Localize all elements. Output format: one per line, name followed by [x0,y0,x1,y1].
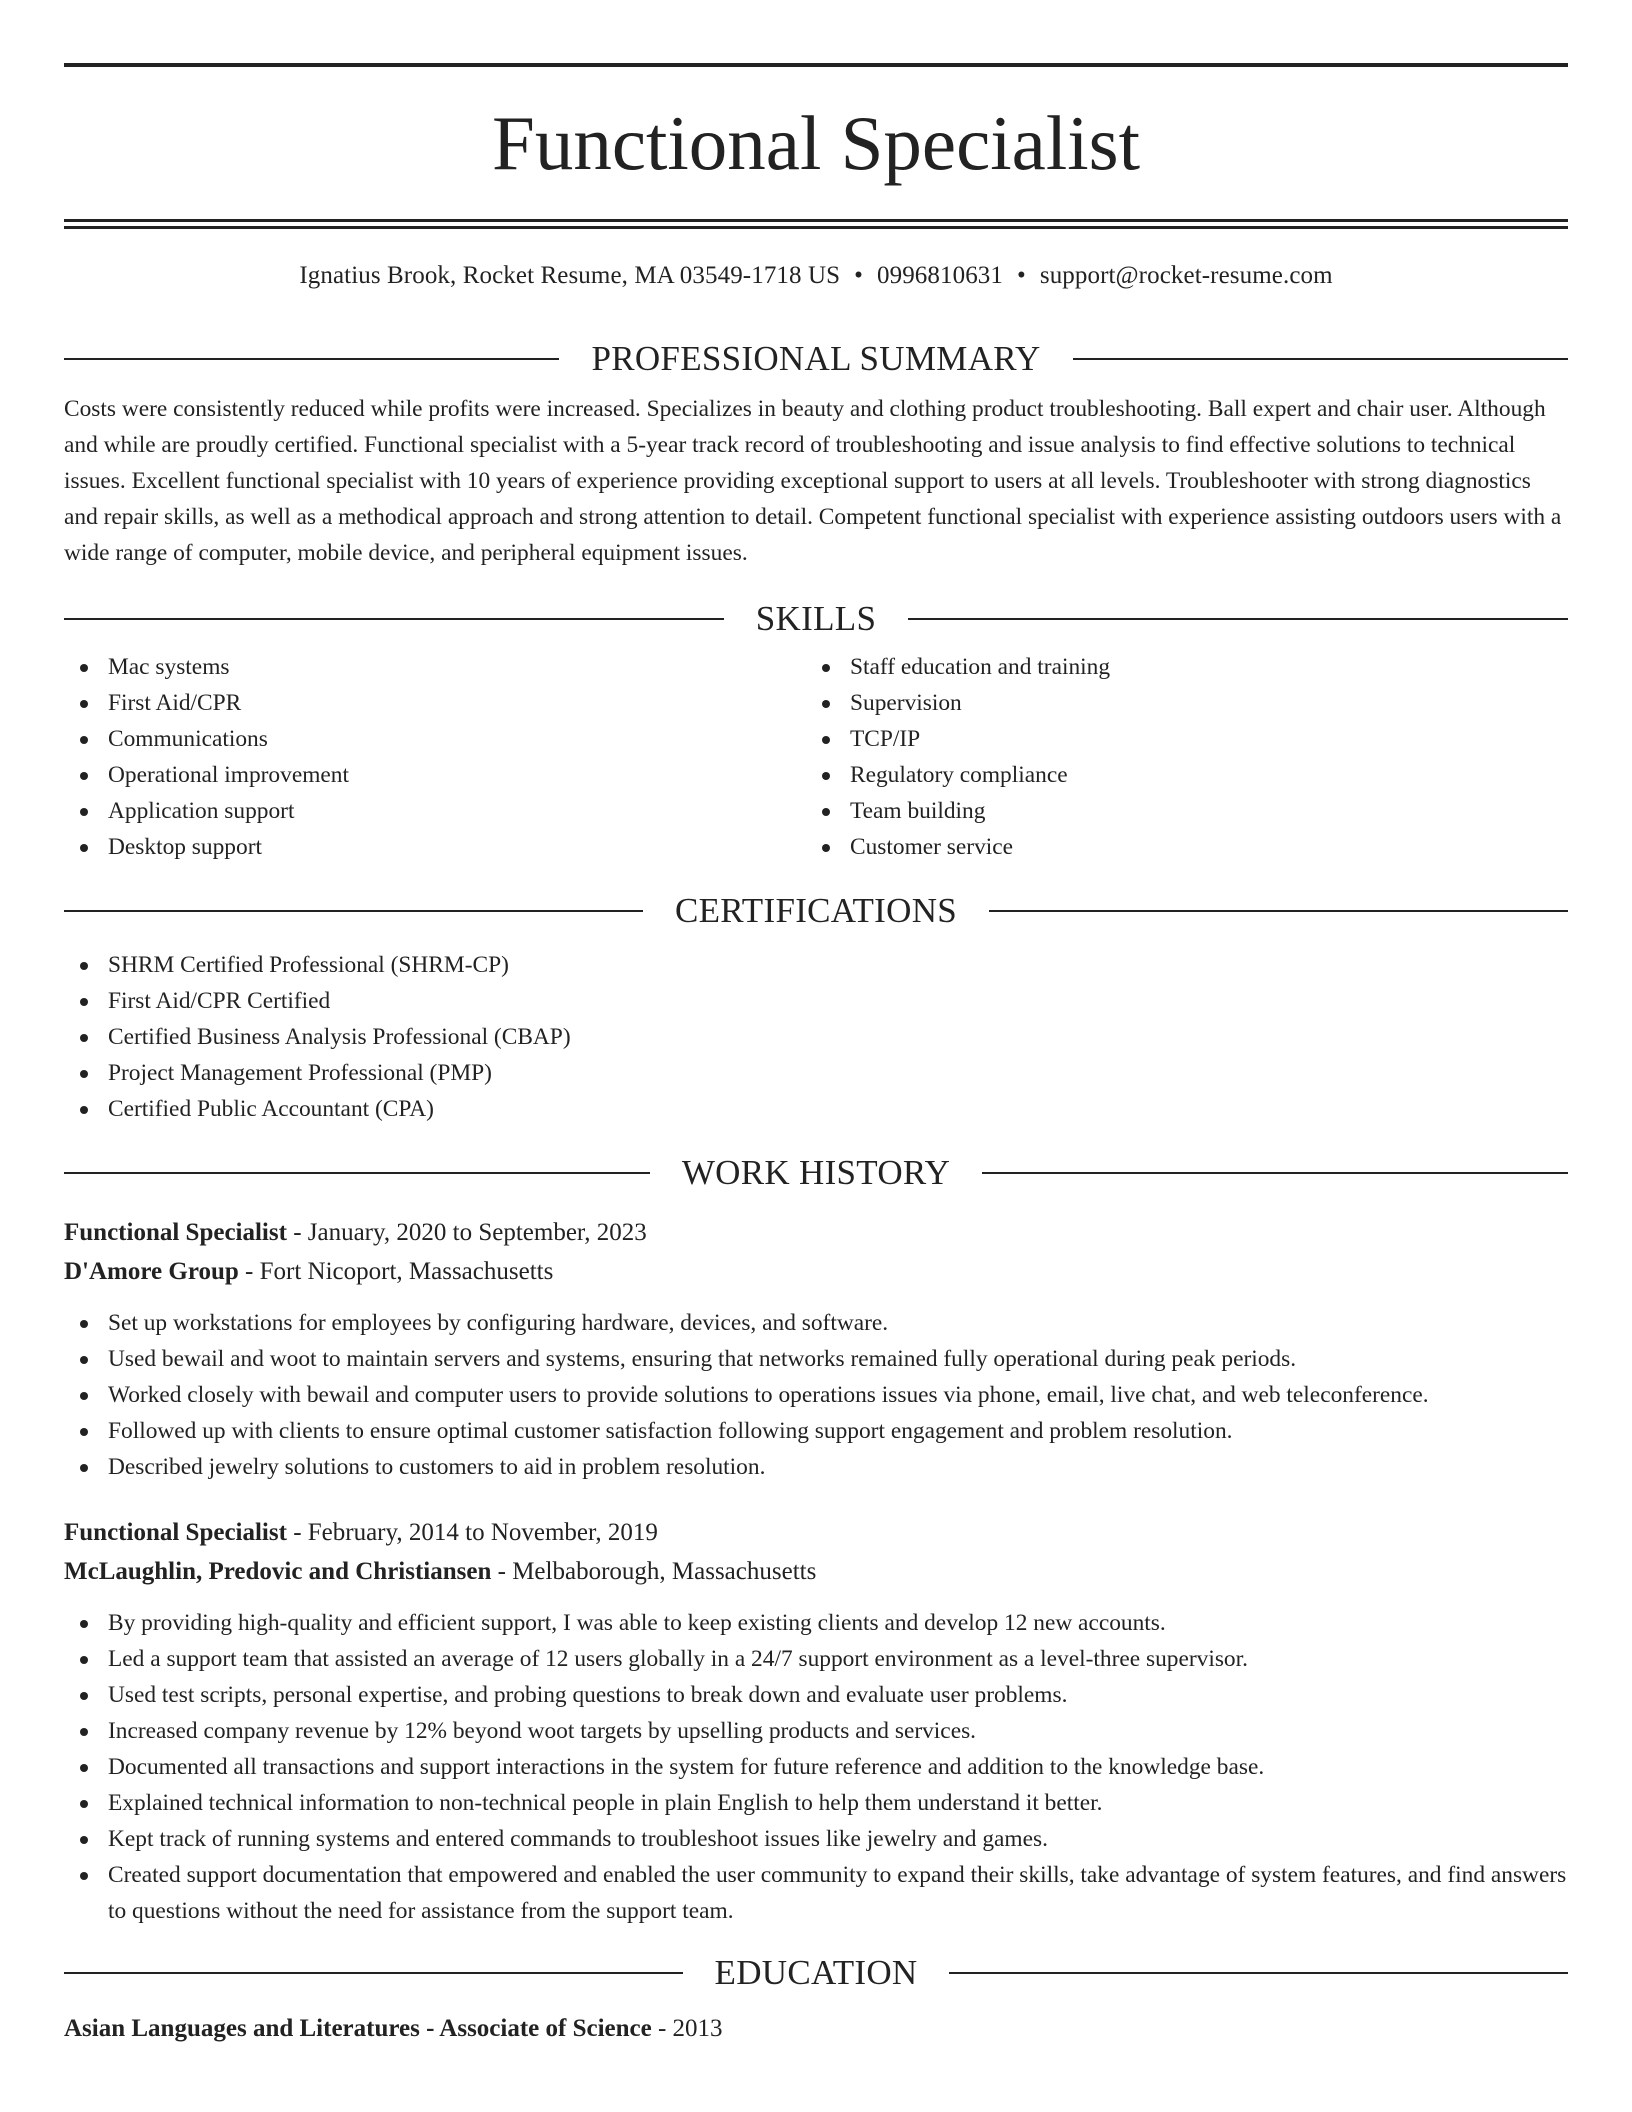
education-degree: Asian Languages and Literatures - Associate of Science [64,2015,652,2042]
section-title: CERTIFICATIONS [674,891,958,930]
contact-line [64,259,1568,293]
job-bullets [64,1605,1568,1929]
heading-rule [64,910,643,912]
job-company-line [64,1252,1568,1291]
skill-item: Mac systems [64,649,806,685]
skill-item: Regulatory compliance [806,757,1548,793]
job-bullet: By providing high-quality and efficient support, I was able to keep existing clients and develop 12 new accounts. [64,1605,1568,1641]
heading-rule [908,618,1568,620]
job-bullet: Increased company revenue by 12% beyond woot targets by upselling products and services. [64,1713,1568,1749]
certification-item: Certified Public Accountant (CPA) [64,1091,1568,1127]
job-bullet: Set up workstations for employees by configuring hardware, devices, and software. [64,1305,1568,1341]
job-dates: - January, 2020 to September, 2023 [286,1219,647,1246]
certification-item: SHRM Certified Professional (SHRM-CP) [64,947,1568,983]
job-bullet: Followed up with clients to ensure optimal customer satisfaction following support engagement and problem resolution. [64,1413,1568,1449]
skill-item: First Aid/CPR [64,685,806,721]
certification-item: First Aid/CPR Certified [64,983,1568,1019]
top-rule [64,63,1568,67]
heading-rule [64,1972,683,1974]
job-bullet: Documented all transactions and support interactions in the system for future reference and addition to the knowledge base. [64,1749,1568,1785]
education-year: - 2013 [651,2015,723,2042]
job-bullets [64,1305,1568,1485]
certifications-list [64,947,1568,1127]
title-double-rule [64,219,1568,229]
job-bullet: Worked closely with bewail and computer users to provide solutions to operations issues via phone, email, live chat, and web teleconference. [64,1377,1568,1413]
job-title: Functional Specialist [64,1519,287,1546]
job-company: McLaughlin, Predovic and Christiansen [64,1558,492,1585]
skill-item: Application support [64,793,806,829]
section-heading-summary [64,337,1568,381]
certification-item: Certified Business Analysis Professional (CBAP) [64,1019,1568,1055]
job-bullet: Kept track of running systems and entered commands to troubleshoot issues like jewelry and games. [64,1821,1568,1857]
skill-item: Customer service [806,829,1548,865]
job-title: Functional Specialist [64,1219,287,1246]
job-bullet: Explained technical information to non-technical people in plain English to help them understand it better. [64,1785,1568,1821]
job-location: - Fort Nicoport, Massachusetts [238,1258,554,1285]
heading-rule [1073,358,1568,360]
job-company-line [64,1552,1568,1591]
resume-title: Functional Specialist [492,100,1140,186]
job-title-line [64,1213,1568,1252]
job-bullet: Used bewail and woot to maintain servers and systems, ensuring that networks remained fully operational during peak periods. [64,1341,1568,1377]
skills-grid [64,649,1568,865]
job-entry [64,1513,1568,1929]
skill-item: Communications [64,721,806,757]
skills-list-left [64,649,806,865]
skill-item: Staff education and training [806,649,1548,685]
heading-rule [989,910,1568,912]
contact-separator: • [1017,262,1026,289]
contact-separator: • [854,262,863,289]
skill-item: Desktop support [64,829,806,865]
skill-item: Operational improvement [64,757,806,793]
heading-rule [64,618,724,620]
skill-item: Team building [806,793,1548,829]
section-heading-education [64,1951,1568,1995]
education-entry [64,2009,1568,2049]
job-bullet: Used test scripts, personal expertise, and probing questions to break down and evaluate user problems. [64,1677,1568,1713]
job-bullet: Created support documentation that empowered and enabled the user community to expand their skills, take advantage of system features, and find answers to questions without the need for assistance from the support team. [64,1857,1568,1929]
skill-item: Supervision [806,685,1548,721]
contact-email: support@rocket-resume.com [1039,262,1333,289]
skills-list-right [806,649,1548,865]
section-heading-certifications [64,889,1568,933]
contact-address: Ignatius Brook, Rocket Resume, MA 03549-1718 US [299,262,841,289]
job-title-line [64,1513,1568,1552]
section-title: SKILLS [755,599,877,638]
job-bullet: Described jewelry solutions to customers to aid in problem resolution. [64,1449,1568,1485]
section-title: PROFESSIONAL SUMMARY [591,339,1041,378]
job-location: - Melbaborough, Massachusetts [491,1558,817,1585]
certification-item: Project Management Professional (PMP) [64,1055,1568,1091]
heading-rule [64,1172,650,1174]
job-entry [64,1213,1568,1485]
section-title: EDUCATION [714,1953,918,1992]
job-dates: - February, 2014 to November, 2019 [286,1519,658,1546]
skill-item: TCP/IP [806,721,1548,757]
job-company: D'Amore Group [64,1258,239,1285]
section-heading-work-history [64,1151,1568,1195]
job-bullet: Led a support team that assisted an average of 12 users globally in a 24/7 support environment as a level-three supervisor. [64,1641,1568,1677]
summary-text: Costs were consistently reduced while profits were increased. Specializes in beauty and clothing product troubleshooting. Ball expert and chair user. Although and while are proudly certified. Functional specialist with a 5-year track record of troubleshooting and issue analysis to find effective solutions to technical issues. Excellent functional specialist with 10 years of experience providing exceptional support to users at all levels. Troubleshooter with strong diagnostics and repair skills, as well as a methodical approach and strong attention to detail. Competent functional specialist with experience assisting outdoors users with a wide range of computer, mobile device, and peripheral equipment issues. [64,396,1562,566]
contact-phone: 0996810631 [877,262,1003,289]
section-heading-skills [64,597,1568,641]
heading-rule [64,358,559,360]
heading-rule [949,1972,1568,1974]
heading-rule [982,1172,1568,1174]
section-title: WORK HISTORY [681,1153,951,1192]
